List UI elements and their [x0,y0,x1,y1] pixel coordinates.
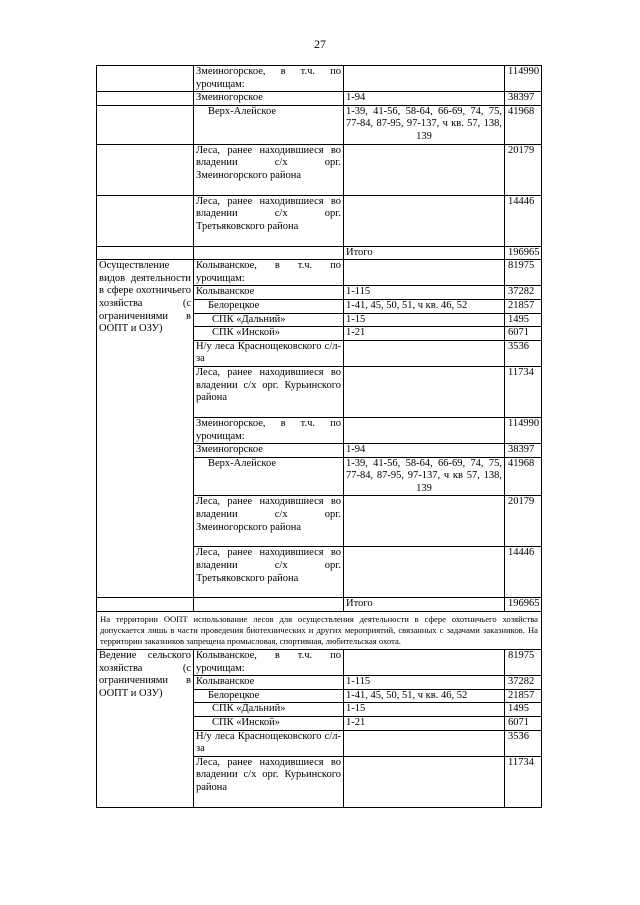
area-value: 114990 [505,417,542,443]
quarters: 1-39, 41-56, 58-64, 66-69, 74, 75, 77-84, 87-95, 97-137, ч кв 57, 138, 139 [344,457,505,496]
area-value: 81975 [505,260,542,286]
forest-name: Змеиногорское, в т.ч. по урочищам: [194,417,344,443]
area-value: 20179 [505,144,542,195]
forest-name: Н/у леса Краснощековского с/л-за [194,730,344,756]
forest-name: СПК «Инской» [194,717,344,731]
area-value: 11734 [505,756,542,807]
table-row [97,144,542,195]
area-value: 1495 [505,703,542,717]
area-value: 6071 [505,327,542,341]
hunting-restriction-note: На территории ООПТ использование лесов для осуществления деятельности в сфере охотничьего хозяйства допускается лишь в части проведения биотехнических и других мероприятий, связанных с задачами заказников. На территории заказников запрещена промысловая, спортивная, любительская охота. [97,612,542,650]
quarters: 1-41, 45, 50, 51, ч кв. 46, 52 [344,689,505,703]
forest-name: Колыванское, в т.ч. по урочищам: [194,650,344,676]
forest-name: Колыванское [194,286,344,300]
quarters: 1-21 [344,717,505,731]
forest-name: Колыванское, в т.ч. по урочищам: [194,260,344,286]
area-value: 38397 [505,444,542,458]
quarters: 1-94 [344,92,505,106]
total-label: Итого [344,246,505,260]
forest-name: СПК «Инской» [194,327,344,341]
area-value: 114990 [505,66,542,92]
area-value: 14446 [505,195,542,246]
forest-name: СПК «Дальний» [194,703,344,717]
area-value: 20179 [505,496,542,547]
activity-type: Ведение сельского хозяйства (с ограничениями в ООПТ и ОЗУ) [97,650,194,808]
area-value: 1495 [505,313,542,327]
table-row [97,650,542,676]
forest-name: Леса, ранее находившиеся во владении с/х орг. Курьинского района [194,366,344,417]
forest-name: Леса, ранее находившиеся во владении с/х орг. Курьинского района [194,756,344,807]
area-value: 41968 [505,457,542,496]
quarters: 1-41, 45, 50, 51, ч кв. 46, 52 [344,299,505,313]
area-value: 37282 [505,676,542,690]
quarters: 1-21 [344,327,505,341]
note-row [97,612,542,650]
area-value: 81975 [505,650,542,676]
area-value: 11734 [505,366,542,417]
total-row [97,246,542,260]
forest-name: Белорецкое [194,689,344,703]
quarters: 1-94 [344,444,505,458]
area-value: 21857 [505,689,542,703]
quarters: 1-39, 41-56, 58-64, 66-69, 74, 75, 77-84, 87-95, 97-137, ч кв. 57, 138, 139 [344,105,505,144]
activity-type: Осуществление видов деятельности в сфере охотничьего хозяйства (с ограничениями в ООПТ и ОЗУ) [97,260,194,598]
forest-name: Н/у леса Краснощековского с/л-за [194,340,344,366]
table-row [97,260,542,286]
area-value: 38397 [505,92,542,106]
quarters: 1-15 [344,703,505,717]
area-value: 6071 [505,717,542,731]
quarters: 1-115 [344,286,505,300]
forest-name: Леса, ранее находившиеся во владении с/х орг. Змеиногорского района [194,144,344,195]
forest-name: Змеиногорское, в т.ч. по урочищам: [194,66,344,92]
area-value: 37282 [505,286,542,300]
forest-name: Леса, ранее находившиеся во владении с/х орг. Змеиногорского района [194,496,344,547]
forest-name: Верх-Алейское [194,457,344,496]
table-row [97,66,542,92]
total-value: 196965 [505,246,542,260]
quarters: 1-115 [344,676,505,690]
forest-name: Змеиногорское [194,92,344,106]
forest-name: Колыванское [194,676,344,690]
total-value: 196965 [505,598,542,612]
table-row [97,105,542,144]
forest-name: Леса, ранее находившиеся во владении с/х орг. Третьяковского района [194,547,344,598]
forest-name: СПК «Дальний» [194,313,344,327]
table-row [97,92,542,106]
forest-use-table [96,65,542,808]
forest-name: Белорецкое [194,299,344,313]
total-label: Итого [344,598,505,612]
area-value: 3536 [505,730,542,756]
forest-name: Верх-Алейское [194,105,344,144]
area-value: 14446 [505,547,542,598]
forest-name: Змеиногорское [194,444,344,458]
forest-name: Леса, ранее находившиеся во владении с/х орг. Третьяковского района [194,195,344,246]
area-value: 3536 [505,340,542,366]
table-row [97,195,542,246]
area-value: 41968 [505,105,542,144]
total-row [97,598,542,612]
page-number: 27 [314,37,326,51]
quarters: 1-15 [344,313,505,327]
area-value: 21857 [505,299,542,313]
